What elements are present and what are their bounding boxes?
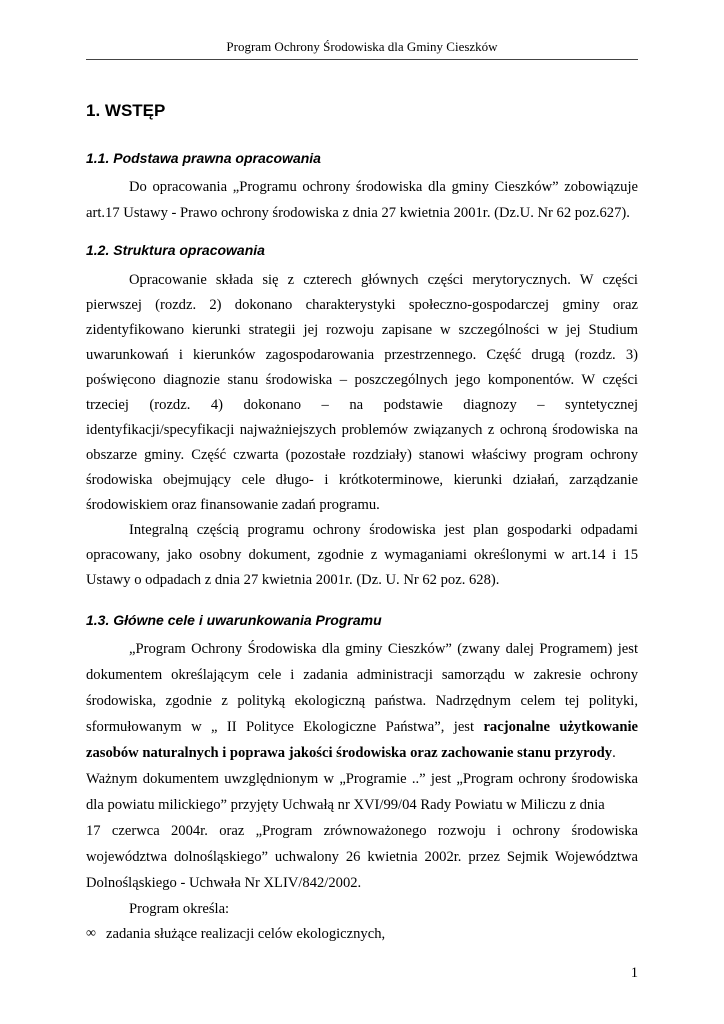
text-line: Ustawy o odpadach z dnia 27 kwietnia 2001r. (Dz. U. Nr 62 poz. 628).	[86, 572, 500, 588]
text-line: środowiska, zgodnie z polityką ekologiczną państwa. Nadrzędnym celem tej polityki,	[86, 693, 638, 709]
text-line: poświęcono diagnozie stanu środowiska – poszczególnych jego komponentów. W części	[86, 372, 638, 388]
text-line	[86, 744, 638, 762]
text-line: obszarze gminy. Część czwarta (pozostałe rozdziały) stanowi właściwy program ochrony	[86, 447, 638, 463]
section-heading-1-3: 1.3. Główne cele i uwarunkowania Programu	[86, 612, 382, 628]
text-line: identyfikacji/specyfikacji najważniejszych problemów związanych z ochroną środowiska na	[86, 422, 638, 438]
text-line	[86, 718, 638, 736]
text-line: Ważnym dokumentem uwzględnionym w „Programie ..” jest „Program ochrony środowiska	[86, 771, 638, 787]
text-line: środowiska obejmujący cele długo- i krótkoterminowe, kierunki działań, zarządzanie	[86, 472, 638, 488]
chapter-title: 1. WSTĘP	[86, 101, 166, 120]
text-line: 17 czerwca 2004r. oraz „Program zrównoważonego rozwoju i ochrony środowiska	[86, 823, 638, 839]
text-run: sformułowanym w „ II Polityce Ekologiczne Państwa”, jest	[86, 719, 475, 735]
text-line: środowiskiem oraz finansowanie zadań programu.	[86, 497, 380, 513]
text-line: art.17 Ustawy - Prawo ochrony środowiska z dnia 27 kwietnia 2001r. (Dz.U. Nr 62 poz.627).	[86, 205, 630, 221]
text-line: Opracowanie składa się z czterech głównych części merytorycznych. W części	[129, 272, 638, 288]
page-number: 1	[630, 965, 638, 981]
text-run: .	[612, 745, 616, 761]
bold-run: zasobów naturalnych i poprawa jakości środowiska oraz zachowanie stanu przyrody	[86, 745, 613, 761]
text-line: dla powiatu milickiego” przyjęty Uchwałą nr XVI/99/04 Rady Powiatu w Miliczu z dnia	[86, 797, 605, 813]
bold-run: racjonalne użytkowanie	[483, 719, 638, 735]
text-line: zidentyfikowano kierunki strategii jej rozwoju zapisane w szczególności w jej Studium	[86, 322, 638, 338]
text-line: pierwszej (rozdz. 2) dokonano charakterystyki społeczno-gospodarczej gminy oraz	[86, 297, 638, 313]
section-heading-1-2: 1.2. Struktura opracowania	[86, 242, 265, 258]
infinity-bullet-icon: ∞	[86, 926, 96, 941]
list-item: zadania służące realizacji celów ekologicznych,	[106, 926, 386, 942]
text-line: Program określa:	[129, 901, 230, 917]
text-line: dokumentem określającym cele i zadania administracji samorządu w zakresie ochrony	[86, 667, 638, 683]
text-line: województwa dolnośląskiego” uchwalony 26 kwietnia 2002r. przez Sejmik Województwa	[86, 849, 638, 865]
section-heading-1-1: 1.1. Podstawa prawna opracowania	[86, 150, 321, 166]
text-line: uwarunkowań i kierunków zagospodarowania przestrzennego. Część drugą (rozdz. 3)	[86, 347, 638, 363]
text-line: Integralną częścią programu ochrony środowiska jest plan gospodarki odpadami	[129, 522, 638, 538]
text-line: Do opracowania „Programu ochrony środowiska dla gminy Cieszków” zobowiązuje	[129, 179, 638, 195]
text-line: Dolnośląskiego - Uchwała Nr XLIV/842/2002.	[86, 875, 362, 891]
text-line: „Program Ochrony Środowiska dla gminy Cieszków” (zwany dalej Programem) jest	[129, 641, 638, 657]
page-header: Program Ochrony Środowiska dla Gminy Cieszków	[86, 39, 638, 60]
text-line: opracowany, jako osobny dokument, zgodnie z wymaganiami określonymi w art.14 i 15	[86, 547, 638, 563]
text-line: trzeciej (rozdz. 4) dokonano – na podstawie diagnozy – syntetycznej	[86, 397, 638, 413]
